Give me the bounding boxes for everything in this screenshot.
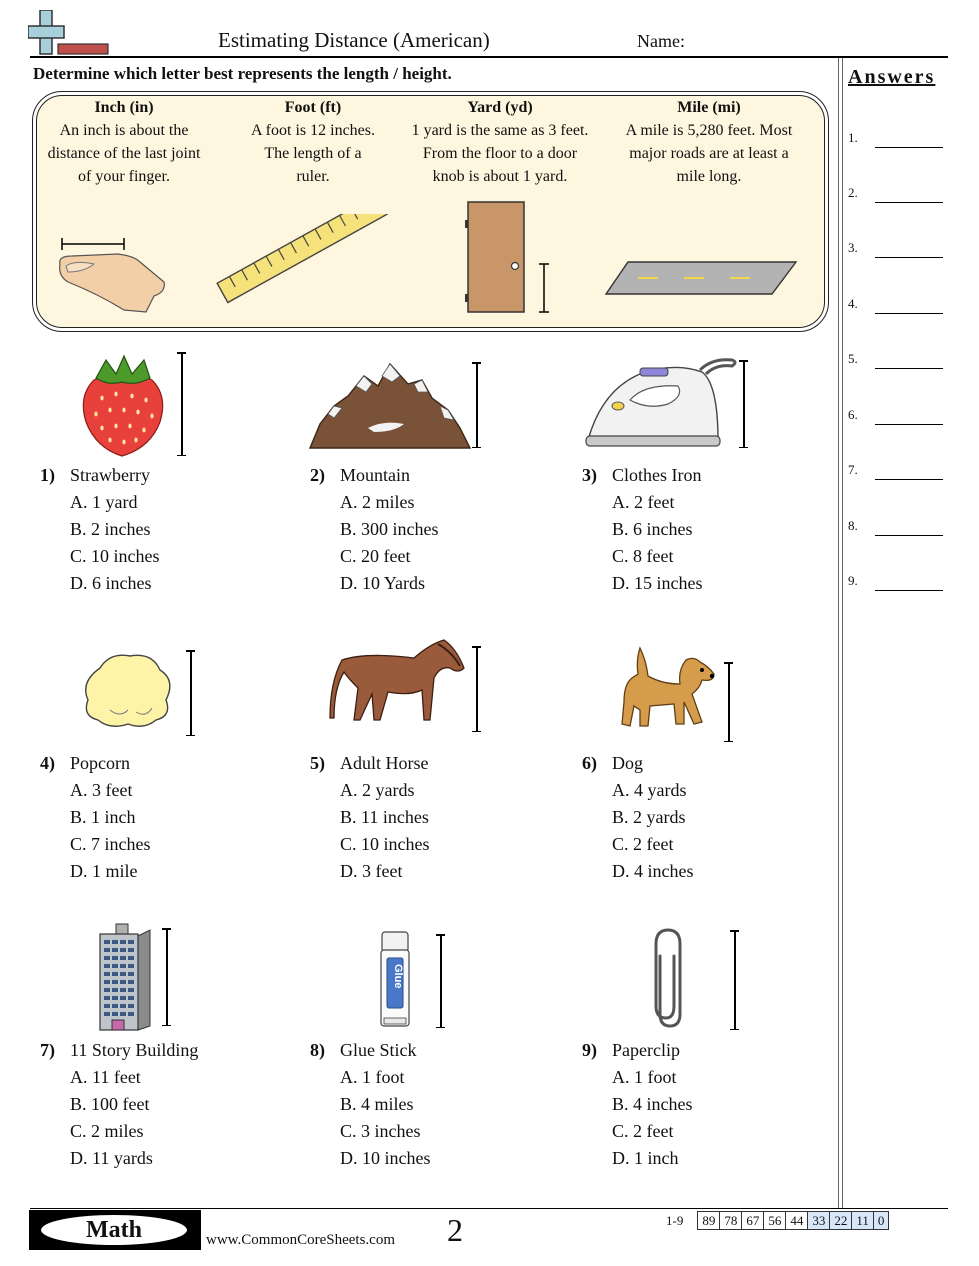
answer-number: 3. xyxy=(848,240,858,255)
reference-yard xyxy=(400,96,600,188)
answer-row[interactable] xyxy=(848,130,944,152)
question-item: Dog xyxy=(612,753,643,773)
option-b[interactable]: B. 4 inches xyxy=(612,1094,693,1114)
option-a[interactable]: A. 4 yards xyxy=(612,780,687,800)
option-b[interactable]: B. 2 inches xyxy=(70,519,151,539)
option-c[interactable]: C. 20 feet xyxy=(340,546,411,566)
reference-line: An inch is about the xyxy=(59,122,189,139)
reference-line: The length of a xyxy=(264,145,362,162)
answer-blank[interactable] xyxy=(875,424,943,425)
answer-number: 5. xyxy=(848,351,858,366)
answer-column-divider xyxy=(842,58,843,1208)
option-b[interactable]: B. 4 miles xyxy=(340,1094,414,1114)
measurement-bar xyxy=(472,646,481,732)
road-icon xyxy=(604,258,800,298)
option-a[interactable]: A. 11 feet xyxy=(70,1067,141,1087)
option-d[interactable]: D. 4 inches xyxy=(612,861,694,881)
score-cell: 0 xyxy=(873,1212,889,1230)
page-title: Estimating Distance (American) xyxy=(218,28,490,52)
score-cell: 89 xyxy=(698,1212,720,1230)
mountain-icon xyxy=(308,362,472,450)
answer-blank[interactable] xyxy=(875,479,943,480)
question-item: Paperclip xyxy=(612,1040,680,1060)
option-b[interactable]: B. 6 inches xyxy=(612,519,693,539)
score-cell: 78 xyxy=(720,1212,742,1230)
answer-blank[interactable] xyxy=(875,257,943,258)
option-c[interactable]: C. 8 feet xyxy=(612,546,674,566)
option-d[interactable]: D. 3 feet xyxy=(340,861,403,881)
answer-number: 6. xyxy=(848,407,858,422)
reference-heading: Yard (yd) xyxy=(467,99,533,116)
question-number: 1) xyxy=(40,465,55,485)
reference-heading: Inch (in) xyxy=(94,99,154,116)
question-number: 5) xyxy=(310,753,325,773)
measurement-bar xyxy=(186,650,195,736)
answer-row[interactable] xyxy=(848,462,944,484)
measurement-bar xyxy=(472,362,481,448)
score-cell: 56 xyxy=(764,1212,786,1230)
answer-row[interactable] xyxy=(848,185,944,207)
option-a[interactable]: A. 2 yards xyxy=(340,780,415,800)
option-a[interactable]: A. 2 feet xyxy=(612,492,675,512)
reference-line: ruler. xyxy=(296,168,330,185)
score-cell: 22 xyxy=(830,1212,852,1230)
option-a[interactable]: A. 1 foot xyxy=(340,1067,405,1087)
reference-mile xyxy=(610,96,808,188)
option-a[interactable]: A. 2 miles xyxy=(340,492,415,512)
finger-icon xyxy=(54,234,174,314)
answers-title: Answers xyxy=(848,66,936,88)
question-item: 11 Story Building xyxy=(70,1040,199,1060)
option-b[interactable]: B. 100 feet xyxy=(70,1094,150,1114)
answer-blank[interactable] xyxy=(875,535,943,536)
question-item: Glue Stick xyxy=(340,1040,417,1060)
question-item: Strawberry xyxy=(70,465,150,485)
header-rule xyxy=(30,56,948,58)
option-d[interactable]: D. 1 mile xyxy=(70,861,138,881)
answer-number: 2. xyxy=(848,185,858,200)
answer-blank[interactable] xyxy=(875,202,943,203)
logo-icon xyxy=(28,10,110,56)
answer-blank[interactable] xyxy=(875,313,943,314)
reference-line: mile long. xyxy=(676,168,742,185)
question-item: Popcorn xyxy=(70,753,130,773)
door-icon xyxy=(462,200,554,314)
option-a[interactable]: A. 3 feet xyxy=(70,780,133,800)
option-d[interactable]: D. 1 inch xyxy=(612,1148,679,1168)
reference-inch xyxy=(38,96,210,188)
answer-blank[interactable] xyxy=(875,590,943,591)
glue-label: Glue xyxy=(392,964,404,989)
math-badge-label: Math xyxy=(41,1215,187,1245)
answer-row[interactable] xyxy=(848,240,944,262)
reference-line: A mile is 5,280 feet. Most xyxy=(625,122,793,139)
glue-stick-icon xyxy=(378,930,412,1030)
option-c[interactable]: C. 10 inches xyxy=(340,834,430,854)
reference-line: 1 yard is the same as 3 feet. xyxy=(411,122,589,139)
reference-line: major roads are at least a xyxy=(629,145,789,162)
option-b[interactable]: B. 2 yards xyxy=(612,807,686,827)
reference-line: distance of the last joint xyxy=(47,145,201,162)
reference-line: From the floor to a door xyxy=(422,145,578,162)
reference-line: knob is about 1 yard. xyxy=(432,168,568,185)
answer-row[interactable] xyxy=(848,518,944,540)
question-item: Mountain xyxy=(340,465,410,485)
measurement-bar xyxy=(739,360,748,448)
reference-line: A foot is 12 inches. xyxy=(251,122,375,139)
answer-blank[interactable] xyxy=(875,368,943,369)
question-number: 8) xyxy=(310,1040,325,1060)
question-number: 9) xyxy=(582,1040,597,1060)
option-d[interactable]: D. 10 inches xyxy=(340,1148,431,1168)
question-item: Adult Horse xyxy=(340,753,429,773)
option-b[interactable]: B. 1 inch xyxy=(70,807,136,827)
strawberry-icon xyxy=(76,352,168,458)
answer-blank[interactable] xyxy=(875,147,943,148)
option-c[interactable]: C. 3 inches xyxy=(340,1121,421,1141)
ruler-icon xyxy=(214,214,394,310)
page-number: 2 xyxy=(447,1212,463,1248)
answer-number: 4. xyxy=(848,296,858,311)
score-cell: 33 xyxy=(808,1212,830,1230)
option-a[interactable]: A. 1 foot xyxy=(612,1067,677,1087)
option-c[interactable]: C. 10 inches xyxy=(70,546,160,566)
reference-foot xyxy=(228,96,398,188)
option-c[interactable]: C. 2 feet xyxy=(612,1121,674,1141)
option-d[interactable]: D. 6 inches xyxy=(70,573,152,593)
option-d[interactable]: D. 11 yards xyxy=(70,1148,153,1168)
measurement-bar xyxy=(177,352,186,456)
measurement-bar xyxy=(162,928,171,1026)
footer-rule xyxy=(30,1208,948,1209)
answer-number: 1. xyxy=(848,130,858,145)
measurement-bar xyxy=(724,662,733,742)
horse-icon xyxy=(326,638,466,722)
option-b[interactable]: B. 300 inches xyxy=(340,519,439,539)
option-c[interactable]: C. 2 feet xyxy=(612,834,674,854)
reference-heading: Mile (mi) xyxy=(677,99,741,116)
building-icon xyxy=(98,922,154,1032)
score-cell: 44 xyxy=(786,1212,808,1230)
clothes-iron-icon xyxy=(582,354,740,450)
question-item: Clothes Iron xyxy=(612,465,702,485)
answer-number: 8. xyxy=(848,518,858,533)
dog-icon xyxy=(618,644,718,730)
question-number: 7) xyxy=(40,1040,55,1060)
question-number: 2) xyxy=(310,465,325,485)
answer-row[interactable] xyxy=(848,351,944,373)
measurement-bar xyxy=(730,930,739,1030)
option-d[interactable]: D. 15 inches xyxy=(612,573,703,593)
answer-number: 9. xyxy=(848,573,858,588)
answer-row[interactable] xyxy=(848,296,944,318)
popcorn-icon xyxy=(80,650,176,730)
answer-number: 7. xyxy=(848,462,858,477)
option-d[interactable]: D. 10 Yards xyxy=(340,573,426,593)
math-badge xyxy=(29,1210,201,1250)
site-url: www.CommonCoreSheets.com xyxy=(206,1232,396,1248)
question-number: 4) xyxy=(40,753,55,773)
score-label: 1-9 xyxy=(666,1212,684,1228)
question-number: 6) xyxy=(582,753,597,773)
score-cell: 11 xyxy=(852,1212,874,1230)
reference-line: of your finger. xyxy=(78,168,170,185)
option-b[interactable]: B. 11 inches xyxy=(340,807,429,827)
measurement-bar xyxy=(436,934,445,1028)
answer-row[interactable] xyxy=(848,407,944,429)
paperclip-icon xyxy=(648,926,688,1034)
option-c[interactable]: C. 2 miles xyxy=(70,1121,144,1141)
score-table xyxy=(662,1211,889,1230)
instructions: Determine which letter best represents the length / height. xyxy=(33,64,452,83)
option-a[interactable]: A. 1 yard xyxy=(70,492,138,512)
name-label: Name: xyxy=(637,31,685,51)
option-c[interactable]: C. 7 inches xyxy=(70,834,151,854)
score-cell: 67 xyxy=(742,1212,764,1230)
answer-row[interactable] xyxy=(848,573,944,595)
answer-column-divider xyxy=(838,58,839,1208)
reference-heading: Foot (ft) xyxy=(284,99,342,116)
question-number: 3) xyxy=(582,465,597,485)
